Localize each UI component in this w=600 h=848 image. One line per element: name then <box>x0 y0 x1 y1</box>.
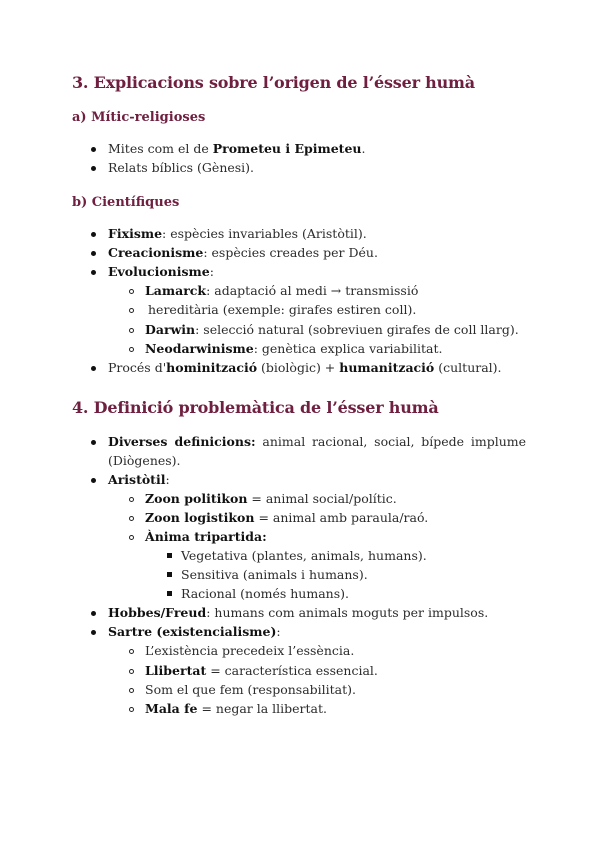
list-item: Zoon logistikon = animal amb paraula/raó. <box>145 510 429 525</box>
section-4-heading: 4. Definició problemàtica de l’ésser humà <box>72 398 439 417</box>
bullet-disc <box>91 232 96 237</box>
bullet-disc <box>91 166 96 171</box>
bullet-circle <box>129 347 134 352</box>
bullet-square <box>167 553 172 558</box>
list-item: Relats bíblics (Gènesi). <box>108 160 255 175</box>
bullet-circle <box>129 688 134 693</box>
bullet-circle <box>129 328 134 333</box>
bullet-disc <box>91 440 96 445</box>
bullet-disc <box>91 251 96 256</box>
list-item: Lamarck: adaptació al medi → transmissió <box>145 283 419 298</box>
list-item: Neodarwinisme: genètica explica variabilitat. <box>145 341 443 356</box>
list-item: Zoon politikon = animal social/polític. <box>145 491 397 506</box>
bullet-circle <box>129 497 134 502</box>
list-item: Diverses definicions: animal racional, social, bípede implume (Diògenes). <box>108 434 526 468</box>
bullet-disc <box>91 478 96 483</box>
bullet-square <box>167 572 172 577</box>
list-item: Sartre (existencialisme): <box>108 624 281 639</box>
subsection-a-heading: a) Mític-religioses <box>72 110 206 125</box>
bullet-circle <box>129 516 134 521</box>
list-item: Creacionisme: espècies creades per Déu. <box>108 245 378 260</box>
list-item: Vegetativa (plantes, animals, humans). <box>181 548 427 563</box>
list-item: Darwin: selecció natural (sobreviuen girafes de coll llarg). <box>145 322 519 337</box>
list-item: L’existència precedeix l’essència. <box>145 643 355 658</box>
list-item: Evolucionisme: <box>108 264 214 279</box>
bullet-circle <box>129 289 134 294</box>
bullet-disc <box>91 147 96 152</box>
bullet-circle <box>129 707 134 712</box>
list-item: Ànima tripartida: <box>145 529 267 544</box>
list-item: Som el que fem (responsabilitat). <box>145 682 357 697</box>
list-item: Mala fe = negar la llibertat. <box>145 701 328 716</box>
subsection-b-heading: b) Científiques <box>72 195 180 210</box>
section-3-heading: 3. Explicacions sobre l’origen de l’ésser humà <box>72 73 475 92</box>
list-item: hereditària (exemple: girafes estiren coll). <box>148 302 417 317</box>
bullet-circle <box>129 649 134 654</box>
bullet-circle <box>129 535 134 540</box>
list-item: Procés d'hominització (biològic) + humanització (cultural). <box>108 360 502 375</box>
list-item: Llibertat = característica essencial. <box>145 663 378 678</box>
list-item: Aristòtil: <box>108 472 170 487</box>
list-item: Fixisme: espècies invariables (Aristòtil). <box>108 226 367 241</box>
bullet-circle <box>129 669 134 674</box>
list-item: Hobbes/Freud: humans com animals moguts per impulsos. <box>108 605 489 620</box>
bullet-disc <box>91 366 96 371</box>
bullet-circle <box>129 308 134 313</box>
list-item: Sensitiva (animals i humans). <box>181 567 368 582</box>
list-item: Mites com el de Prometeu i Epimeteu. <box>108 141 366 156</box>
bullet-disc <box>91 270 96 275</box>
bullet-square <box>167 591 172 596</box>
bullet-disc <box>91 611 96 616</box>
list-item: Racional (només humans). <box>181 586 349 601</box>
bullet-disc <box>91 630 96 635</box>
